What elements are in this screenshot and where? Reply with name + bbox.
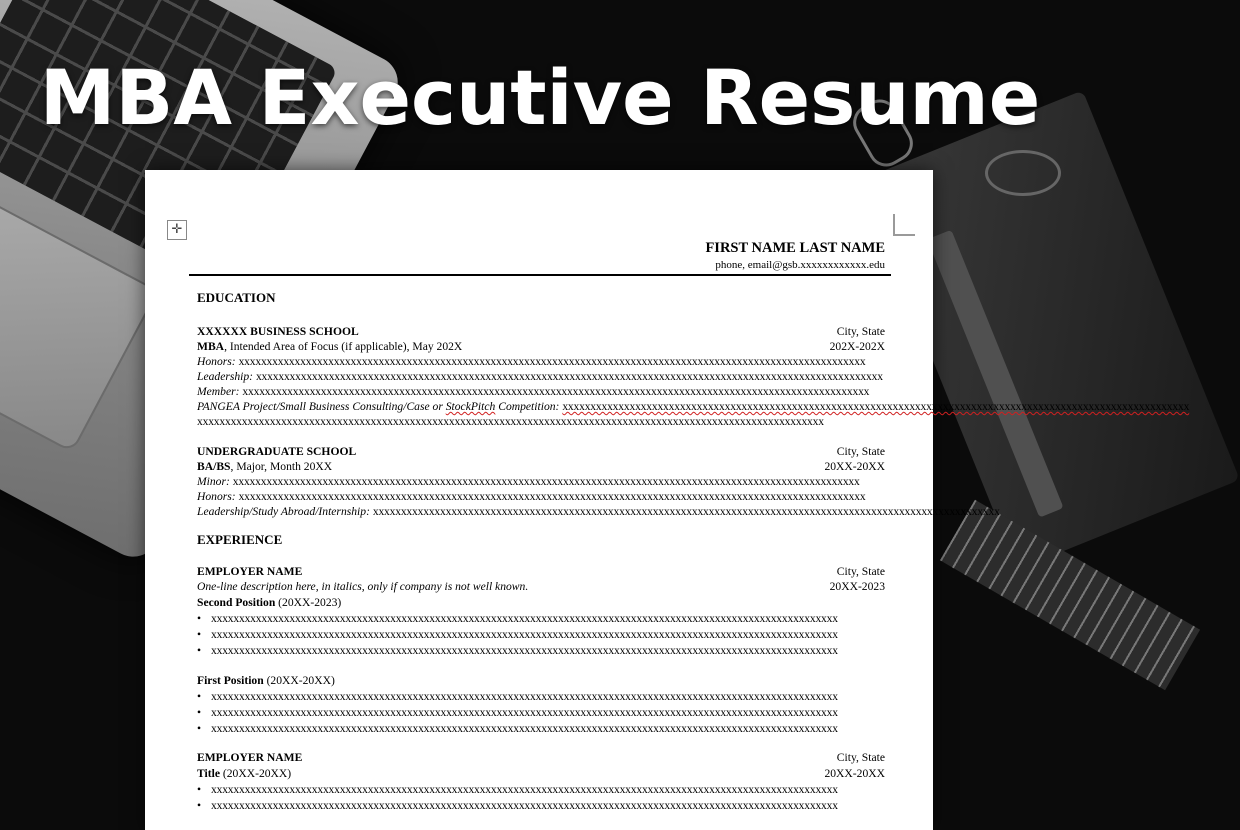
pangea-label: PANGEA Project/Small Business Consulting/Case or <box>197 400 446 413</box>
member-row <box>197 384 885 399</box>
pangea-row <box>197 399 1190 414</box>
minor-row <box>197 474 885 489</box>
resume-contact: phone, email@gsb.xxxxxxxxxxxx.edu <box>715 259 885 271</box>
bullet-row <box>197 721 885 736</box>
undergrad-leadership-row <box>197 504 1000 519</box>
resume-name: FIRST NAME LAST NAME <box>705 240 885 256</box>
undergrad-honors-fill: xxxxxxxxxxxxxxxxxxxxxxxxxxxxxxxxxxxxxxxxxxxxxxxxxxxxxxxxxxxxxxxxxxxxxxxxxxxxxxxxxxxxxxxxxxxxxxxxxxxxxxxxxxxxxxxx <box>238 490 866 503</box>
undergrad-location: City, State <box>833 444 885 459</box>
employer1-description: One-line description here, in italics, only if company is not well known. <box>197 580 529 593</box>
mba-dates: 202X-202X <box>826 339 885 354</box>
competition-label: Competition: <box>495 400 560 413</box>
employer1-name: EMPLOYER NAME <box>197 565 303 578</box>
second-position-dates: (20XX-2023) <box>275 596 342 609</box>
bullet-row <box>197 643 885 658</box>
employer2-title: Title <box>197 767 220 780</box>
employer1-dates: 20XX-2023 <box>826 579 885 594</box>
mba-degree: MBA <box>197 340 225 353</box>
bullet-row <box>197 627 885 642</box>
stockpitch-word: StockPitch <box>445 400 496 413</box>
bullet-icon: • <box>197 706 202 719</box>
business-school-row <box>197 324 885 339</box>
pangea-fill: xxxxxxxxxxxxxxxxxxxxxxxxxxxxxxxxxxxxxxxxxxxxxxxxxxxxxxxxxxxxxxxxxxxxxxxxxxxxxxxxxxxxxxxxxxxxxxxxxxxxxxxxxxxxxxxx <box>562 400 1190 413</box>
first-position-title: First Position <box>197 674 264 687</box>
bullet-row <box>197 705 885 720</box>
mba-degree-detail: , Intended Area of Focus (if applicable), May 202X <box>224 340 463 353</box>
employer2-title-dates: (20XX-20XX) <box>219 767 292 780</box>
experience-heading: EXPERIENCE <box>197 532 283 547</box>
bullet-fill: xxxxxxxxxxxxxxxxxxxxxxxxxxxxxxxxxxxxxxxxxxxxxxxxxxxxxxxxxxxxxxxxxxxxxxxxxxxxxxxxxxxxxxxxxxxxxxxxxxxxxxxxxxxxxxxx <box>211 783 838 796</box>
mba-degree-row <box>197 339 885 354</box>
ba-degree-row <box>197 459 885 474</box>
book-spine <box>927 230 1063 518</box>
undergrad-row <box>197 444 885 459</box>
employer2-dates: 20XX-20XX <box>820 766 885 781</box>
undergrad-leadership-label: Leadership/Study Abroad/Internship: <box>197 505 370 518</box>
business-school-name: XXXXXX BUSINESS SCHOOL <box>197 325 359 338</box>
bullet-row <box>197 689 885 704</box>
resume-page <box>145 170 1190 830</box>
member-label: Member: <box>197 385 240 398</box>
bullet-row <box>197 782 885 797</box>
minor-fill: xxxxxxxxxxxxxxxxxxxxxxxxxxxxxxxxxxxxxxxxxxxxxxxxxxxxxxxxxxxxxxxxxxxxxxxxxxxxxxxxxxxxxxxxxxxxxxxxxxxxxxxxxxxxxxxx <box>232 475 860 488</box>
pangea-continuation-row <box>197 414 885 429</box>
bullet-icon: • <box>197 783 202 796</box>
second-position-row <box>197 595 885 610</box>
bullet-fill: xxxxxxxxxxxxxxxxxxxxxxxxxxxxxxxxxxxxxxxxxxxxxxxxxxxxxxxxxxxxxxxxxxxxxxxxxxxxxxxxxxxxxxxxxxxxxxxxxxxxxxxxxxxxxxxx <box>211 690 838 703</box>
first-position-row <box>197 673 885 688</box>
bullet-icon: • <box>197 612 202 625</box>
bullet-icon: • <box>197 799 202 812</box>
employer2-title-row <box>197 766 885 781</box>
employer2-name: EMPLOYER NAME <box>197 751 303 764</box>
employer1-row <box>197 564 885 579</box>
bullet-fill: xxxxxxxxxxxxxxxxxxxxxxxxxxxxxxxxxxxxxxxxxxxxxxxxxxxxxxxxxxxxxxxxxxxxxxxxxxxxxxxxxxxxxxxxxxxxxxxxxxxxxxxxxxxxxxxx <box>211 628 838 641</box>
pangea-continuation-fill: xxxxxxxxxxxxxxxxxxxxxxxxxxxxxxxxxxxxxxxxxxxxxxxxxxxxxxxxxxxxxxxxxxxxxxxxxxxxxxxxxxxxxxxxxxxxxxxxxxxxxxxxxxxxxxxx <box>197 415 824 428</box>
bullet-icon: • <box>197 722 202 735</box>
bullet-fill: xxxxxxxxxxxxxxxxxxxxxxxxxxxxxxxxxxxxxxxxxxxxxxxxxxxxxxxxxxxxxxxxxxxxxxxxxxxxxxxxxxxxxxxxxxxxxxxxxxxxxxxxxxxxxxxx <box>211 706 838 719</box>
education-heading: EDUCATION <box>197 290 276 305</box>
employer2-location: City, State <box>833 750 885 765</box>
bullet-icon: • <box>197 644 202 657</box>
move-handle-icon[interactable]: ✛ <box>167 220 187 240</box>
ba-dates: 20XX-20XX <box>820 459 885 474</box>
leadership-label: Leadership: <box>197 370 254 383</box>
bullet-icon: • <box>197 690 202 703</box>
header-rule <box>189 274 891 276</box>
ba-degree: BA/BS <box>197 460 231 473</box>
bullet-row <box>197 611 885 626</box>
bullet-fill: xxxxxxxxxxxxxxxxxxxxxxxxxxxxxxxxxxxxxxxxxxxxxxxxxxxxxxxxxxxxxxxxxxxxxxxxxxxxxxxxxxxxxxxxxxxxxxxxxxxxxxxxxxxxxxxx <box>211 799 838 812</box>
honors-row <box>197 354 885 369</box>
leadership-fill: xxxxxxxxxxxxxxxxxxxxxxxxxxxxxxxxxxxxxxxxxxxxxxxxxxxxxxxxxxxxxxxxxxxxxxxxxxxxxxxxxxxxxxxxxxxxxxxxxxxxxxxxxxxxxxxx <box>255 370 883 383</box>
undergrad-honors-row <box>197 489 885 504</box>
honors-label: Honors: <box>197 355 236 368</box>
bullet-icon: • <box>197 628 202 641</box>
headline-title: MBA Executive Resume <box>39 53 1041 142</box>
member-fill: xxxxxxxxxxxxxxxxxxxxxxxxxxxxxxxxxxxxxxxxxxxxxxxxxxxxxxxxxxxxxxxxxxxxxxxxxxxxxxxxxxxxxxxxxxxxxxxxxxxxxxxxxxxxxxxx <box>242 385 870 398</box>
employer2-row <box>197 750 885 765</box>
bullet-fill: xxxxxxxxxxxxxxxxxxxxxxxxxxxxxxxxxxxxxxxxxxxxxxxxxxxxxxxxxxxxxxxxxxxxxxxxxxxxxxxxxxxxxxxxxxxxxxxxxxxxxxxxxxxxxxxx <box>211 644 838 657</box>
minor-label: Minor: <box>197 475 230 488</box>
undergrad-name: UNDERGRADUATE SCHOOL <box>197 445 357 458</box>
bullet-fill: xxxxxxxxxxxxxxxxxxxxxxxxxxxxxxxxxxxxxxxxxxxxxxxxxxxxxxxxxxxxxxxxxxxxxxxxxxxxxxxxxxxxxxxxxxxxxxxxxxxxxxxxxxxxxxxx <box>211 612 838 625</box>
employer1-description-row <box>197 579 885 594</box>
employer1-location: City, State <box>833 564 885 579</box>
ba-degree-detail: , Major, Month 20XX <box>230 460 333 473</box>
leadership-row <box>197 369 885 384</box>
honors-fill: xxxxxxxxxxxxxxxxxxxxxxxxxxxxxxxxxxxxxxxxxxxxxxxxxxxxxxxxxxxxxxxxxxxxxxxxxxxxxxxxxxxxxxxxxxxxxxxxxxxxxxxxxxxxxxxx <box>238 355 866 368</box>
first-position-dates: (20XX-20XX) <box>263 674 335 687</box>
business-school-location: City, State <box>833 324 885 339</box>
undergrad-honors-label: Honors: <box>197 490 236 503</box>
second-position-title: Second Position <box>197 596 276 609</box>
undergrad-leadership-fill: xxxxxxxxxxxxxxxxxxxxxxxxxxxxxxxxxxxxxxxxxxxxxxxxxxxxxxxxxxxxxxxxxxxxxxxxxxxxxxxxxxxxxxxxxxxxxxxxxxxxxxxxxxxxxxxx <box>372 505 1000 518</box>
bullet-fill: xxxxxxxxxxxxxxxxxxxxxxxxxxxxxxxxxxxxxxxxxxxxxxxxxxxxxxxxxxxxxxxxxxxxxxxxxxxxxxxxxxxxxxxxxxxxxxxxxxxxxxxxxxxxxxxx <box>211 722 838 735</box>
crop-mark-icon <box>893 214 915 236</box>
bullet-row <box>197 798 885 813</box>
keys-decoration <box>985 150 1061 196</box>
